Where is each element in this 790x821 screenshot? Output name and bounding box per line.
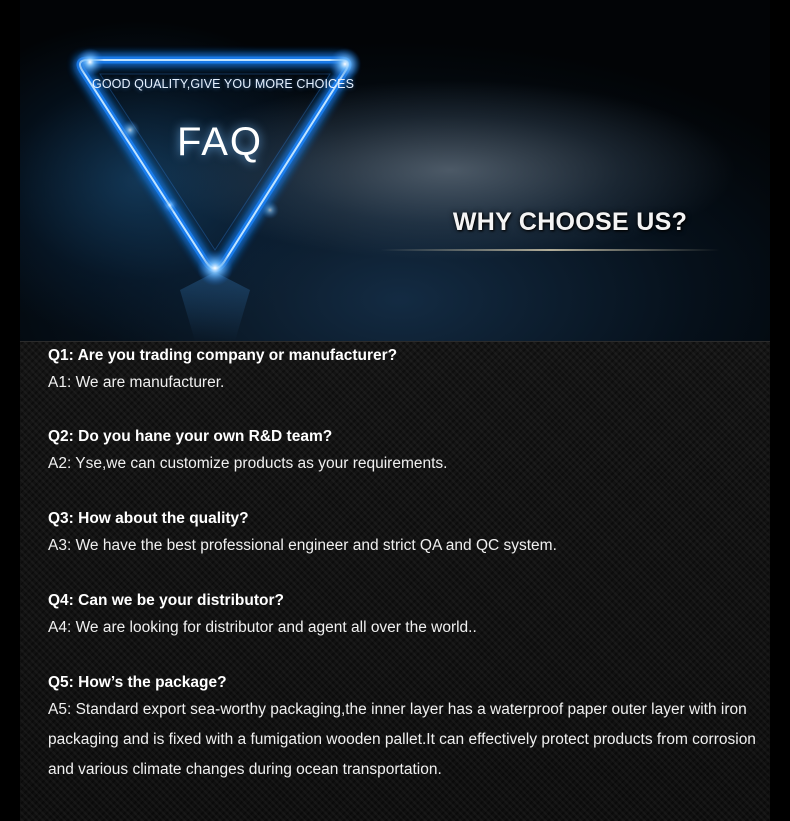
faq-question: Q3: How about the quality? bbox=[48, 510, 249, 527]
faq-answer: A5: Standard export sea-worthy packaging,the inner layer has a waterproof paper outer layer with iron packaging and is fixed with a fumigation wooden pallet.It can effectively protect products from corrosion and various climate changes during ocean transportation. bbox=[48, 701, 756, 778]
faq-answer: A4: We are looking for distributor and agent all over the world.. bbox=[48, 619, 477, 636]
glowing-triangle-graphic bbox=[20, 0, 770, 341]
faq-item bbox=[48, 591, 477, 643]
faq-item bbox=[48, 346, 397, 398]
faq-question: Q1: Are you trading company or manufacturer? bbox=[48, 347, 398, 364]
faq-answer: A3: We have the best professional engineer and strict QA and QC system. bbox=[48, 537, 557, 554]
faq-question: Q4: Can we be your distributor? bbox=[48, 592, 284, 609]
faq-item bbox=[48, 427, 447, 479]
why-choose-us-heading: WHY CHOOSE US? bbox=[452, 208, 688, 236]
faq-heading: FAQ bbox=[176, 120, 264, 164]
heading-underline bbox=[380, 249, 720, 251]
faq-item bbox=[48, 509, 557, 561]
faq-item bbox=[48, 673, 763, 785]
faq-banner bbox=[20, 0, 770, 342]
banner-tagline: GOOD QUALITY,GIVE YOU MORE CHOICES bbox=[92, 77, 355, 91]
faq-answer: A2: Yse,we can customize products as your requirements. bbox=[48, 455, 448, 472]
faq-question: Q5: How’s the package? bbox=[48, 674, 227, 691]
faq-answer: A1: We are manufacturer. bbox=[48, 374, 225, 391]
faq-question: Q2: Do you hane your own R&D team? bbox=[48, 428, 333, 445]
